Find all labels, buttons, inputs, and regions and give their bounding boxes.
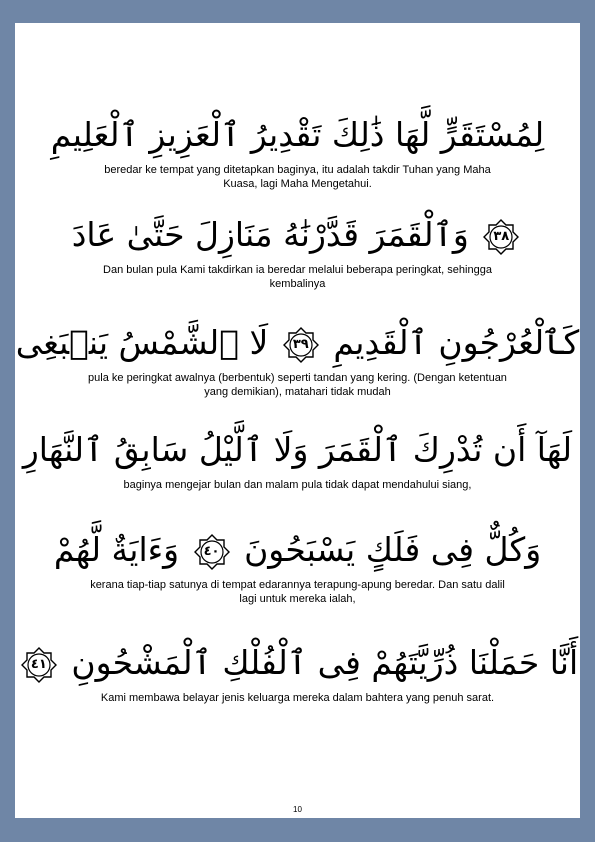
ayah-end-marker [194, 534, 230, 570]
ayah-number: ٣٩ [292, 336, 309, 352]
translation-text: Kami membawa belayar jenis keluarga mereka dalam bahtera yang penuh sarat. [100, 692, 495, 704]
page-number: 10 [293, 805, 302, 814]
arabic-verse-line [15, 213, 580, 257]
translation-text: beredar ke tempat yang ditetapkan baginya, itu adalah takdir Tuhan yang Maha Kuasa, lagi Maha Mengetahui. [104, 164, 491, 190]
verse-block-1 [15, 113, 580, 191]
ayah-end-marker [21, 647, 57, 683]
arabic-verse-line [15, 113, 580, 157]
translation-text: kerana tiap-tiap satunya di tempat edarannya terapung-apung beredar. Dan satu dalil lagi untuk mereka ialah, [90, 579, 505, 605]
ayah-number: ٣٨ [493, 228, 510, 244]
ayah-end-marker [283, 327, 319, 363]
verse-block-5 [15, 528, 580, 606]
verse-block-3 [15, 321, 580, 399]
verse-block-6 [15, 641, 580, 705]
arabic-text: وَٱلْقَمَرَ قَدَّرْنَٰهُ مَنَازِلَ حَتَّىٰ عَادَ [71, 215, 469, 254]
arabic-text: لَا ٱلشَّمْسُ يَنۢبَغِى [15, 323, 269, 362]
translation-text: Dan bulan pula Kami takdirkan ia beredar melalui beberapa peringkat, sehingga kembalinya [103, 264, 492, 290]
document-page [15, 23, 580, 818]
ayah-end-marker [483, 219, 519, 255]
arabic-text: أَنَّا حَمَلْنَا ذُرِّيَّتَهُمْ فِى ٱلْفُلْكِ ٱلْمَشْحُونِ [71, 643, 579, 682]
arabic-text: كَٱلْعُرْجُونِ ٱلْقَدِيمِ [333, 323, 580, 362]
arabic-verse-line [15, 641, 580, 685]
arabic-verse-line [15, 528, 580, 572]
arabic-text: وَكُلٌّ فِى فَلَكٍ يَسْبَحُونَ [244, 530, 542, 569]
arabic-text: وَءَايَةٌ لَّهُمْ [53, 530, 180, 569]
ayah-number: ٤٠ [203, 543, 220, 559]
translation-text: baginya mengejar bulan dan malam pula tidak dapat mendahului siang, [123, 479, 472, 491]
ayah-number: ٤١ [30, 656, 47, 672]
arabic-verse-line [15, 321, 580, 365]
arabic-verse-line [15, 428, 580, 472]
verse-block-4 [15, 428, 580, 492]
arabic-text: لَهَآ أَن تُدْرِكَ ٱلْقَمَرَ وَلَا ٱلَّيْلُ سَابِقُ ٱلنَّهَارِ [22, 430, 573, 469]
translation-text: pula ke peringkat awalnya (berbentuk) seperti tandan yang kering. (Dengan ketentuan yang demikian), matahari tidak mudah [88, 372, 507, 398]
arabic-text: لِمُسْتَقَرٍّ لَّهَا ذَٰلِكَ تَقْدِيرُ ٱلْعَزِيزِ ٱلْعَلِيمِ [50, 115, 545, 154]
verse-block-2 [15, 213, 580, 291]
